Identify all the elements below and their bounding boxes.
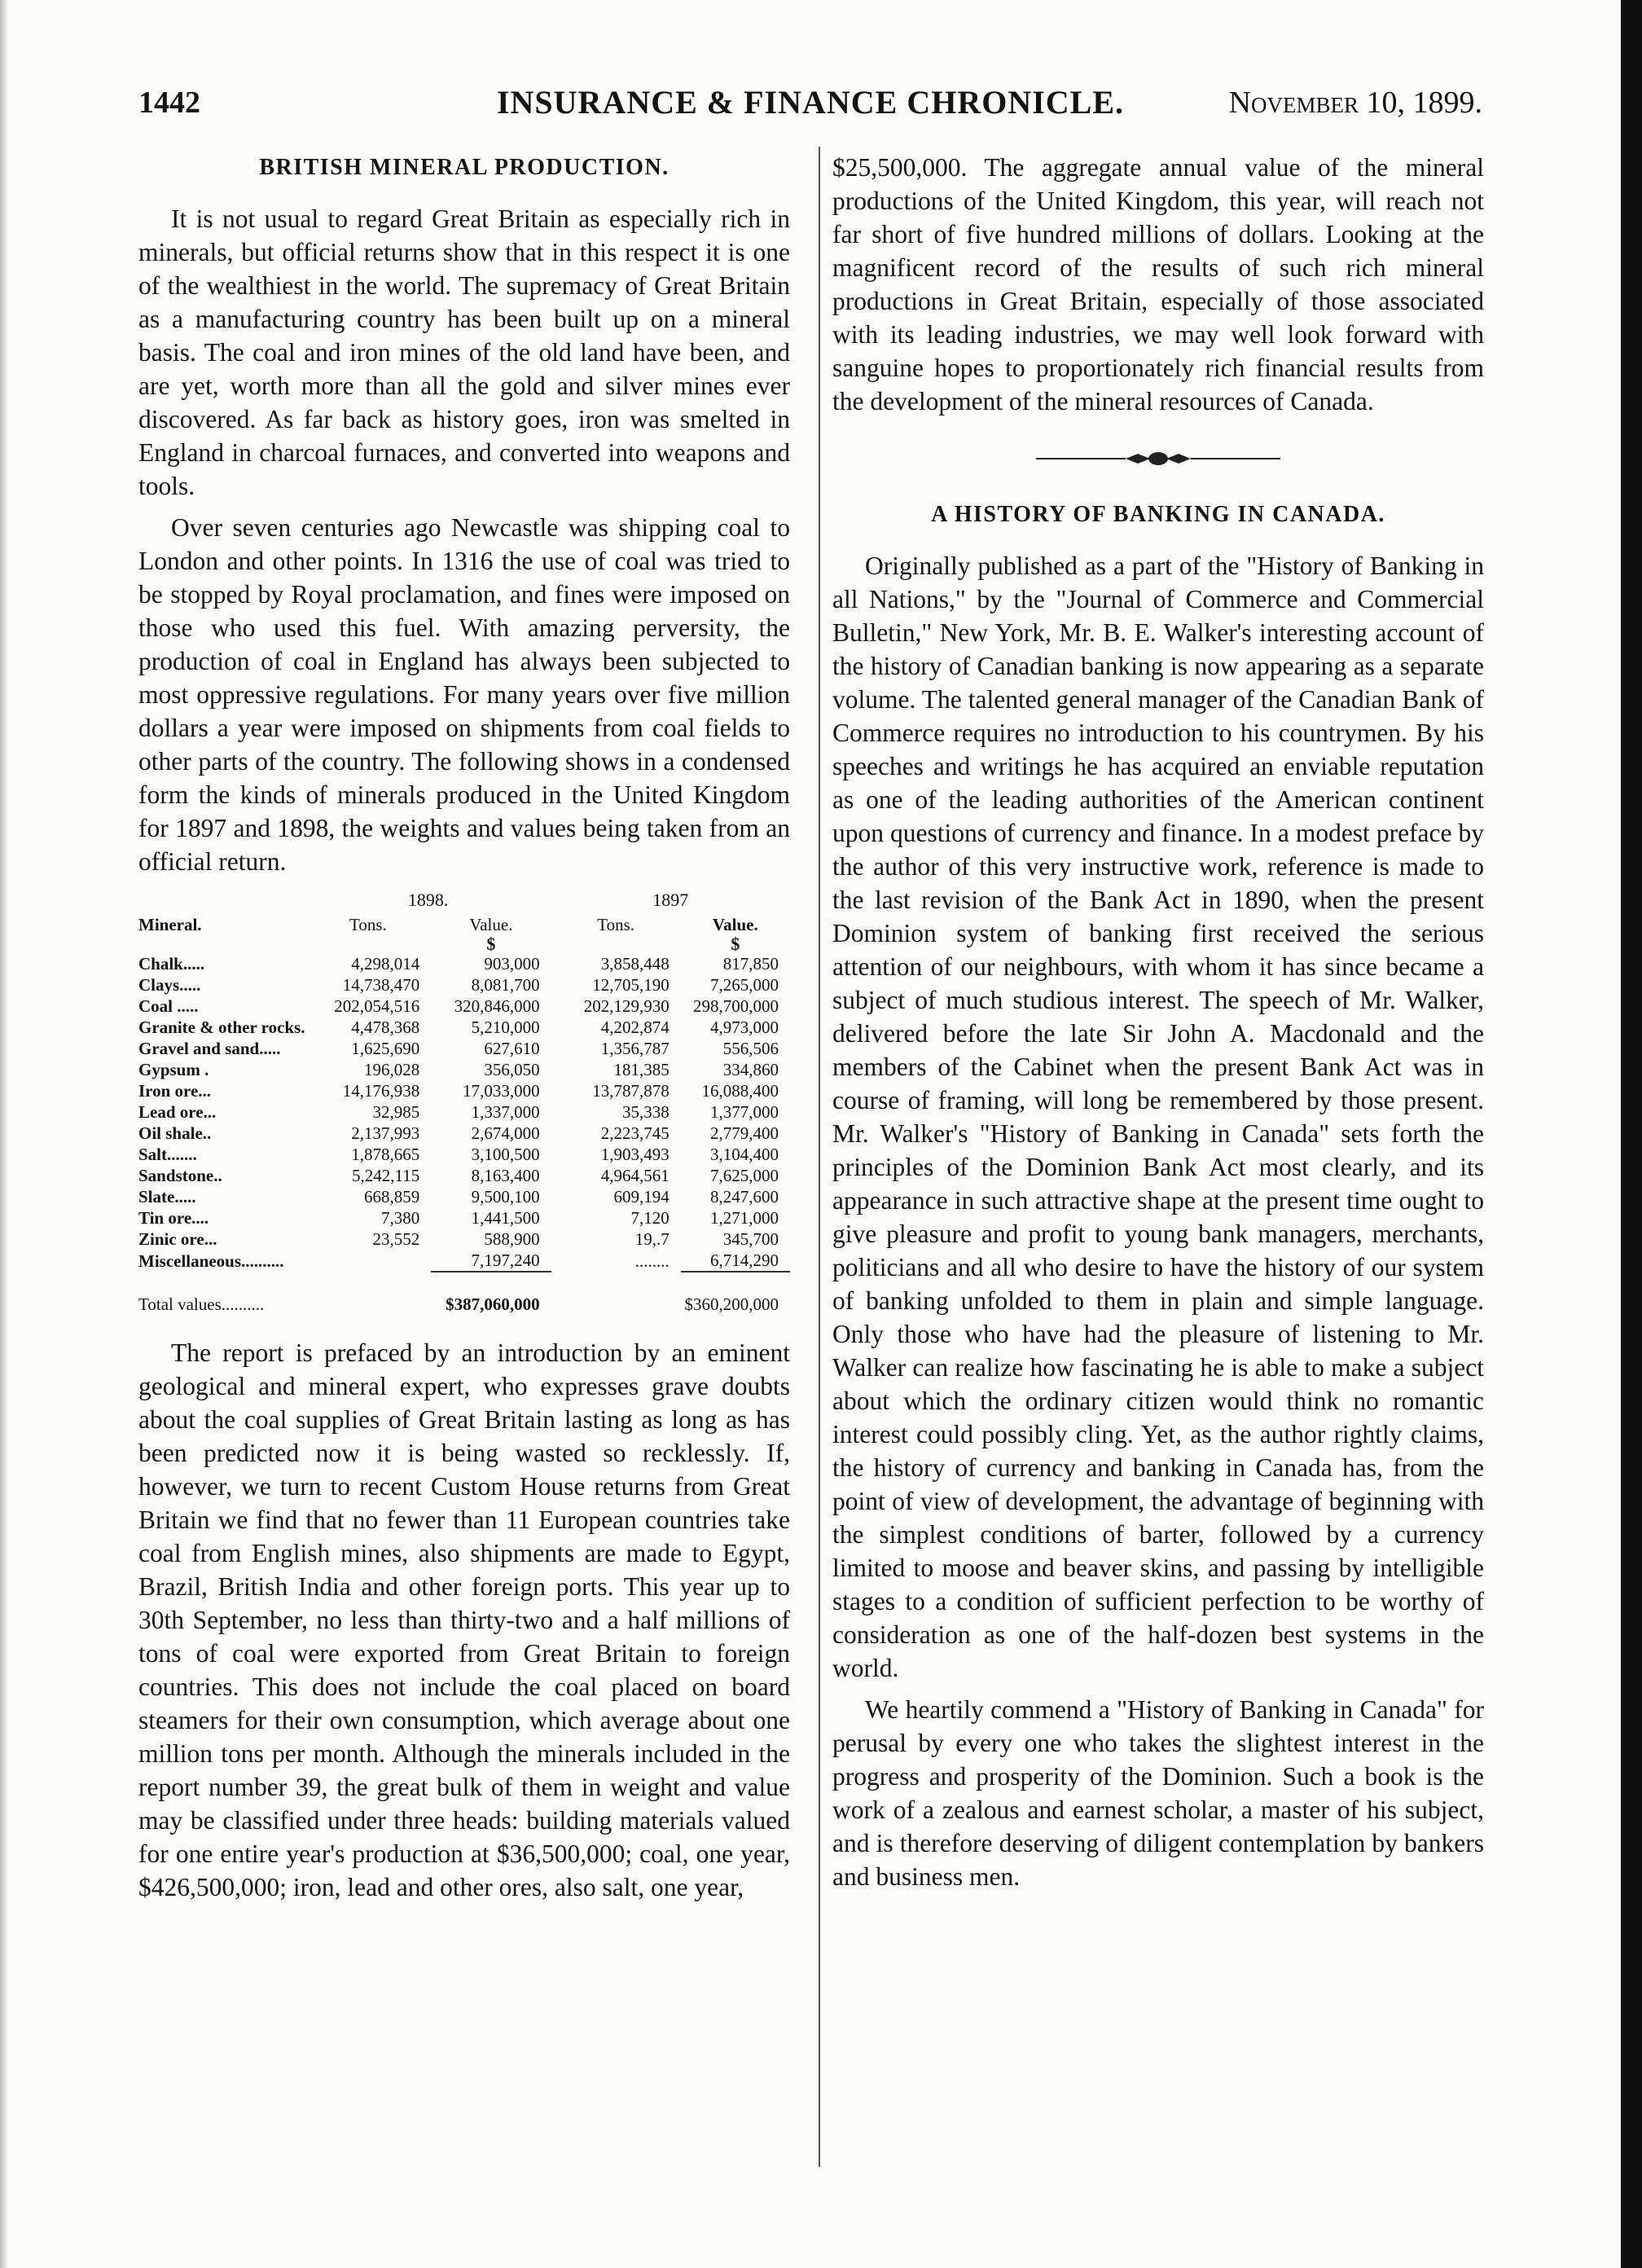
tons-1898: 23,552 (372, 1229, 420, 1249)
mineral-name: Miscellaneous.......... (138, 1250, 284, 1271)
issue-date: November 10, 1899. (1228, 86, 1482, 120)
total-1898: $387,060,000 (446, 1294, 540, 1314)
value-1898: 3,100,500 (471, 1145, 540, 1164)
value-1898: 8,081,700 (471, 975, 540, 995)
value-1898: 8,163,400 (471, 1166, 540, 1185)
value-1897: 556,506 (722, 1039, 779, 1058)
value-1898: 903,000 (484, 954, 540, 974)
value-1897: 7,625,000 (710, 1166, 779, 1185)
tons-1897: 2,223,745 (600, 1123, 670, 1143)
value-1897: 7,265,000 (710, 975, 779, 995)
tons-1897: 4,202,874 (600, 1018, 670, 1037)
table-row (138, 1080, 790, 1101)
tons-1898: 2,137,993 (351, 1123, 420, 1143)
value-1898: 7,197,240 (471, 1250, 540, 1270)
table-row (138, 953, 790, 974)
year-1898-label: 1898. (407, 890, 449, 910)
value-1897: 3,104,400 (710, 1145, 779, 1164)
table-row (138, 1250, 790, 1272)
publication-title: INSURANCE & FINANCE CHRONICLE. (496, 84, 1125, 121)
tons-1898: 4,478,368 (351, 1018, 420, 1037)
tons-1897: 3,858,448 (600, 954, 670, 974)
total-1897: $360,200,000 (684, 1294, 779, 1314)
tons-1897: 1,356,787 (600, 1039, 670, 1058)
tons-1897: 13,787,878 (592, 1081, 670, 1101)
table-total-row (138, 1279, 790, 1315)
article-title-banking: A HISTORY OF BANKING IN CANADA. (931, 502, 1385, 527)
value-1897: 817,850 (722, 954, 779, 974)
mineral-name: Tin ore.... (138, 1208, 209, 1228)
mineral-name: Chalk..... (138, 954, 205, 974)
tons-1898: 14,176,938 (342, 1081, 420, 1101)
mineral-name: Sandstone.. (138, 1166, 222, 1185)
article-title-mineral: BRITISH MINERAL PRODUCTION. (259, 155, 670, 180)
mineral-name: Lead ore... (138, 1102, 217, 1122)
tons-1897: 609,194 (613, 1187, 670, 1207)
table-row (138, 1059, 790, 1080)
mineral-name: Salt....... (138, 1145, 197, 1164)
value-1897: 334,860 (722, 1060, 779, 1079)
total-label: Total values.......... (138, 1294, 265, 1314)
paragraph: Over seven centuries ago Newcastle was shipping coal to London and other points. In 1316 the use of coal was tried to be stopped by Royal proclamation, and fines were imposed on those who used this fuel. With amazing perversity, the production of coal in England has always been subjected to most oppressive regulations. For many years over five million dollars a year were imposed on shipments from coal fields to other parts of the country. The following shows in a condensed form the kinds of minerals produced in the United Kingdom for 1897 and 1898, the weights and values being taken from an official return. (138, 513, 790, 876)
tons-1898: 1,878,665 (351, 1145, 420, 1164)
ornament-icon (1036, 446, 1280, 471)
mineral-name: Zinic ore... (138, 1229, 217, 1249)
column-divider (819, 147, 820, 2167)
tons-1898: 1,625,690 (351, 1039, 420, 1058)
table-row (138, 1123, 790, 1144)
tons-1897: 12,705,190 (592, 975, 670, 995)
tons-1898: 202,054,516 (334, 996, 420, 1016)
value-1897: 298,700,000 (693, 996, 779, 1016)
tons-1898: 5,242,115 (352, 1166, 420, 1185)
right-column (832, 151, 1484, 1901)
currency-row (138, 935, 790, 953)
value-1897: 4,973,000 (710, 1018, 779, 1037)
divider-ornament (832, 446, 1484, 470)
value-1897: 8,247,600 (710, 1187, 779, 1207)
value-1897: 16,088,400 (701, 1081, 779, 1101)
value-1898: 627,610 (484, 1039, 540, 1058)
value-1897: 345,700 (722, 1229, 779, 1249)
tons-1897: 202,129,930 (583, 996, 670, 1016)
mineral-name: Slate..... (138, 1187, 196, 1207)
value-1897: 6,714,290 (710, 1250, 779, 1270)
mineral-name: Clays..... (138, 975, 201, 995)
table-row (138, 1207, 790, 1228)
table-row (138, 1144, 790, 1165)
table-row (138, 1038, 790, 1059)
currency-symbol: $ (486, 934, 496, 954)
table-body (138, 953, 790, 1272)
table-year-row (138, 890, 790, 914)
tons-1898: 668,859 (364, 1187, 420, 1207)
value-1898: 1,337,000 (471, 1102, 540, 1122)
table-header-row (138, 914, 790, 935)
value-1898: 9,500,100 (471, 1187, 540, 1207)
tons-1898 (305, 1250, 432, 1272)
value-1898: 2,674,000 (471, 1123, 540, 1143)
value-1898: 5,210,000 (471, 1018, 540, 1037)
mineral-name: Oil shale.. (138, 1123, 212, 1143)
tons-1898: 196,028 (364, 1060, 420, 1079)
mineral-name: Granite & other rocks. (138, 1018, 305, 1037)
value-1897: 1,271,000 (710, 1208, 779, 1228)
currency-symbol: $ (731, 934, 740, 954)
paragraph: It is not usual to regard Great Britain as especially rich in minerals, but official returns show that in this respect it is one of the wealthiest in the world. The supremacy of Great Britain as a manufacturing country has been built up on a mineral basis. The coal and iron mines of the old land have been, and are yet, worth more than all the gold and silver mines ever discovered. As far back as history goes, iron was smelted in England in charcoal furnaces, and converted into weapons and tools. (138, 204, 790, 500)
table-row (138, 1017, 790, 1038)
paragraph: The report is prefaced by an introduction by an eminent geological and mineral expert, who expresses grave doubts about the coal supplies of Great Britain lasting as long as has been predicted now it is being wasted so recklessly. If, however, we turn to recent Custom House returns from Great Britain we find that no fewer than 11 European countries take coal from English mines, also shipments are made to Egypt, Brazil, British India and other foreign ports. This year up to 30th September, no less than thirty-two and a half millions of tons of coal were exported from Great Britain to foreign countries. This does not include the coal placed on board steamers for their own consumption, which average about one million tons per month. Although the minerals included in the report number 39, the great bulk of them in weight and value may be classified under three heads: building materials valued for one entire year's production at $36,500,000; coal, one year, $426,500,000; iron, lead and other ores, also salt, one year, (138, 1338, 790, 1901)
col-value-header: Value. (712, 915, 758, 934)
page-edge-shadow (0, 0, 8, 2268)
tons-1897: 7,120 (630, 1208, 670, 1228)
value-1898: 356,050 (484, 1060, 540, 1079)
col-tons-header: Tons. (349, 915, 387, 934)
table-row (138, 1101, 790, 1123)
page-number: 1442 (138, 86, 200, 120)
tons-1898: 4,298,014 (351, 954, 420, 974)
tons-1897: 19,.7 (634, 1229, 670, 1249)
tons-1897: 1,903,493 (600, 1145, 670, 1164)
value-1898: 1,441,500 (471, 1208, 540, 1228)
table-row (138, 1165, 790, 1186)
paragraph: Originally published as a part of the "History of Banking in all Nations," by the "Journal of Commerce and Commercial Bulletin," New York, Mr. B. E. Walker's interesting account of the history of Canadian banking is now appearing as a separate volume. The talented general manager of the Canadian Bank of Commerce requires no introduction to his countrymen. By his speeches and writings he has acquired an enviable reputation as one of the leading authorities of the American continent upon questions of currency and finance. In a modest preface by the author of this very instructive work, reference is made to the last revision of the Bank Act in 1890, when the present Dominion system of banking first received the serious attention of our neighbours, with whom it has since became a subject of much studious interest. The speech of Mr. Walker, delivered before the late Sir John A. Macdonald and the members of the Cabinet when the present Bank Act was in course of framing, will long be remembered by those present. Mr. Walker's "History of Banking in Canada" sets forth the principles of the Dominion Bank Act most clearly, and its appearance in such attractive shape at the present time ought to give pleasure and profit to young bank managers, merchants, politicians and all who desire to have the history of our system of banking unfolded to them in plain and simple language. Only those who have had the pleasure of listening to Mr. Walker can realize how fascinating he is able to make a subject about which the ordinary citizen would think no romantic interest could possibly cling. Yet, as the author rightly claims, the history of currency and banking in Canada has, from the point of view of development, the advantage of beginning with the simplest conditions of barter, followed by a currency limited to moose and beaver skins, and passing by intelligible stages to a condition of sufficient perfection to be worthy of consideration as one of the half-dozen best systems in the world. (832, 552, 1484, 1682)
scan-border (1621, 0, 1642, 2268)
tons-1898: 7,380 (381, 1208, 420, 1228)
col-mineral-header: Mineral. (138, 915, 202, 934)
value-1898: 320,846,000 (454, 996, 540, 1016)
tons-1897: 35,338 (621, 1102, 670, 1122)
tons-1898: 32,985 (372, 1102, 420, 1122)
mineral-production-table (138, 890, 790, 1315)
year-1897-label: 1897 (652, 890, 689, 910)
value-1898: 588,900 (484, 1229, 540, 1249)
table-row (138, 996, 790, 1017)
mineral-name: Iron ore... (138, 1081, 212, 1101)
mineral-name: Gypsum . (138, 1060, 209, 1079)
tons-1897: 4,964,561 (600, 1166, 670, 1185)
tons-1897: 181,385 (613, 1060, 670, 1079)
left-column (138, 151, 790, 1912)
mineral-name: Gravel and sand..... (138, 1039, 281, 1058)
mineral-name: Coal ..... (138, 996, 199, 1016)
value-1898: 17,033,000 (463, 1081, 540, 1101)
paragraph-continuation: $25,500,000. The aggregate annual value of the mineral productions of the United Kingdom, this year, will reach not far short of five hundred millions of dollars. Looking at the magnificent record of the results of such rich mineral productions in Great Britain, especially of those associated with its leading industries, we may well look forward with sanguine hopes to proportionately rich financial results from the development of the mineral resources of Canada. (832, 153, 1484, 415)
col-tons-header: Tons. (597, 915, 635, 934)
paragraph: We heartily commend a "History of Banking in Canada" for perusal by every one who takes the slightest interest in the progress and prosperity of the Dominion. Such a book is the work of a zealous and earnest scholar, a master of his subject, and is therefore deserving of diligent contemplation by bankers and business men. (832, 1695, 1484, 1891)
value-1897: 2,779,400 (710, 1123, 779, 1143)
table-row (138, 1186, 790, 1207)
value-1897: 1,377,000 (710, 1102, 779, 1122)
col-value-header: Value. (469, 915, 513, 934)
table-row (138, 1228, 790, 1250)
page-header (138, 80, 1482, 129)
tons-1897: ........ (634, 1250, 670, 1271)
tons-1898: 14,738,470 (342, 975, 420, 995)
table-row (138, 974, 790, 996)
